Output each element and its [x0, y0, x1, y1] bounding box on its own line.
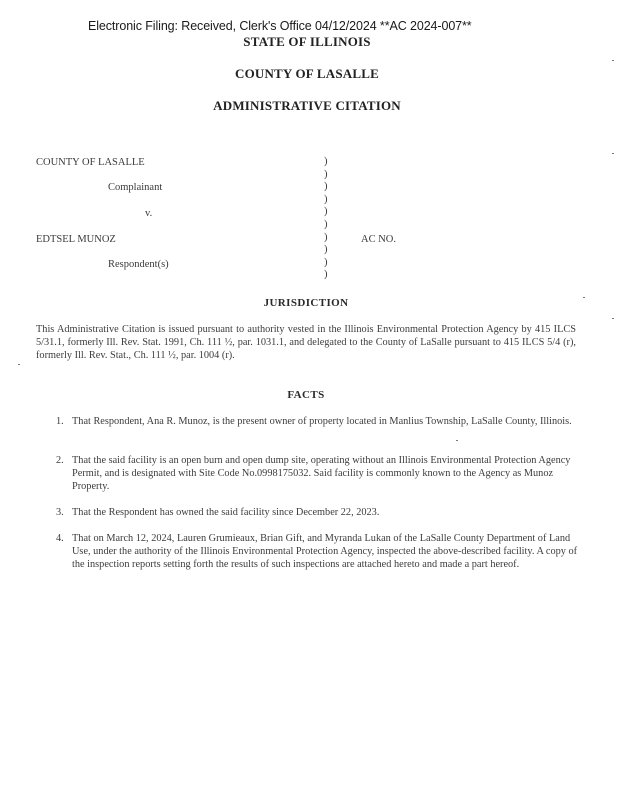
fact-text: That on March 12, 2024, Lauren Grumieaux, Brian Gift, and Myranda Lukan of the LaSalle County Department of Land Use, under the authority of the Illinois Environmental Protection Agency, inspected the above-described facility. A copy of the inspection reports setting forth the results of such inspections are attached hereto and made a part hereof.: [72, 533, 578, 570]
header-title: ADMINISTRATIVE CITATION: [213, 98, 401, 113]
fact-item: [56, 506, 580, 519]
fact-number: 4.: [56, 533, 64, 544]
respondent-role: Respondent(s): [108, 259, 169, 270]
fact-number: 2.: [56, 455, 64, 466]
fact-item: [56, 454, 580, 493]
header-state: STATE OF ILLINOIS: [243, 34, 371, 49]
jurisdiction-heading: JURISDICTION: [263, 297, 349, 309]
facts-heading: FACTS: [287, 389, 325, 401]
complainant-role: Complainant: [108, 182, 163, 193]
complainant-name: COUNTY OF LASALLE: [36, 157, 145, 168]
versus-label: v.: [145, 208, 153, 219]
scan-speck: [583, 297, 585, 298]
fact-number: 1.: [56, 416, 64, 427]
scan-speck: [612, 60, 614, 61]
header-county: COUNTY OF LASALLE: [234, 66, 379, 81]
fact-item: [56, 415, 580, 428]
scan-speck: [456, 440, 458, 441]
respondent-name: EDTSEL MUNOZ: [36, 234, 116, 245]
scan-speck: [18, 364, 20, 365]
scan-speck: [612, 318, 614, 319]
scan-speck: [612, 153, 614, 154]
fact-item: [56, 532, 580, 571]
fact-text: That Respondent, Ana R. Munoz, is the present owner of property located in Manlius Township, LaSalle County, Illinois.: [72, 416, 572, 427]
jurisdiction-paragraph: This Administrative Citation is issued pursuant to authority vested in the Illinois Environmental Protection Agency by 415 ILCS 5/31.1, formerly Ill. Rev. Stat. 1991, Ch. 111 ½, par. 1031.1, and delegated to the County of LaSalle pursuant to 415 ILCS 5/4 (r), formerly Ill. Rev. Stat., Ch. 111 ½, par. 1004 (r).: [36, 324, 576, 361]
ac-number-label: AC NO.: [361, 234, 397, 245]
fact-text: That the said facility is an open burn and open dump site, operating without an Illinois Environmental Protection Agency Permit, and is designated with Site Code No.0998175032. Said facility is commonly known to the Agency as Munoz Property.: [72, 455, 571, 492]
fact-text: That the Respondent has owned the said facility since December 22, 2023.: [72, 507, 380, 518]
caption-parenthesis-column: ) ) ) ) ) ) ) ) ) ): [324, 156, 328, 281]
filing-stamp: Electronic Filing: Received, Clerk's Office 04/12/2024 **AC 2024-007**: [88, 19, 472, 33]
fact-number: 3.: [56, 507, 64, 518]
